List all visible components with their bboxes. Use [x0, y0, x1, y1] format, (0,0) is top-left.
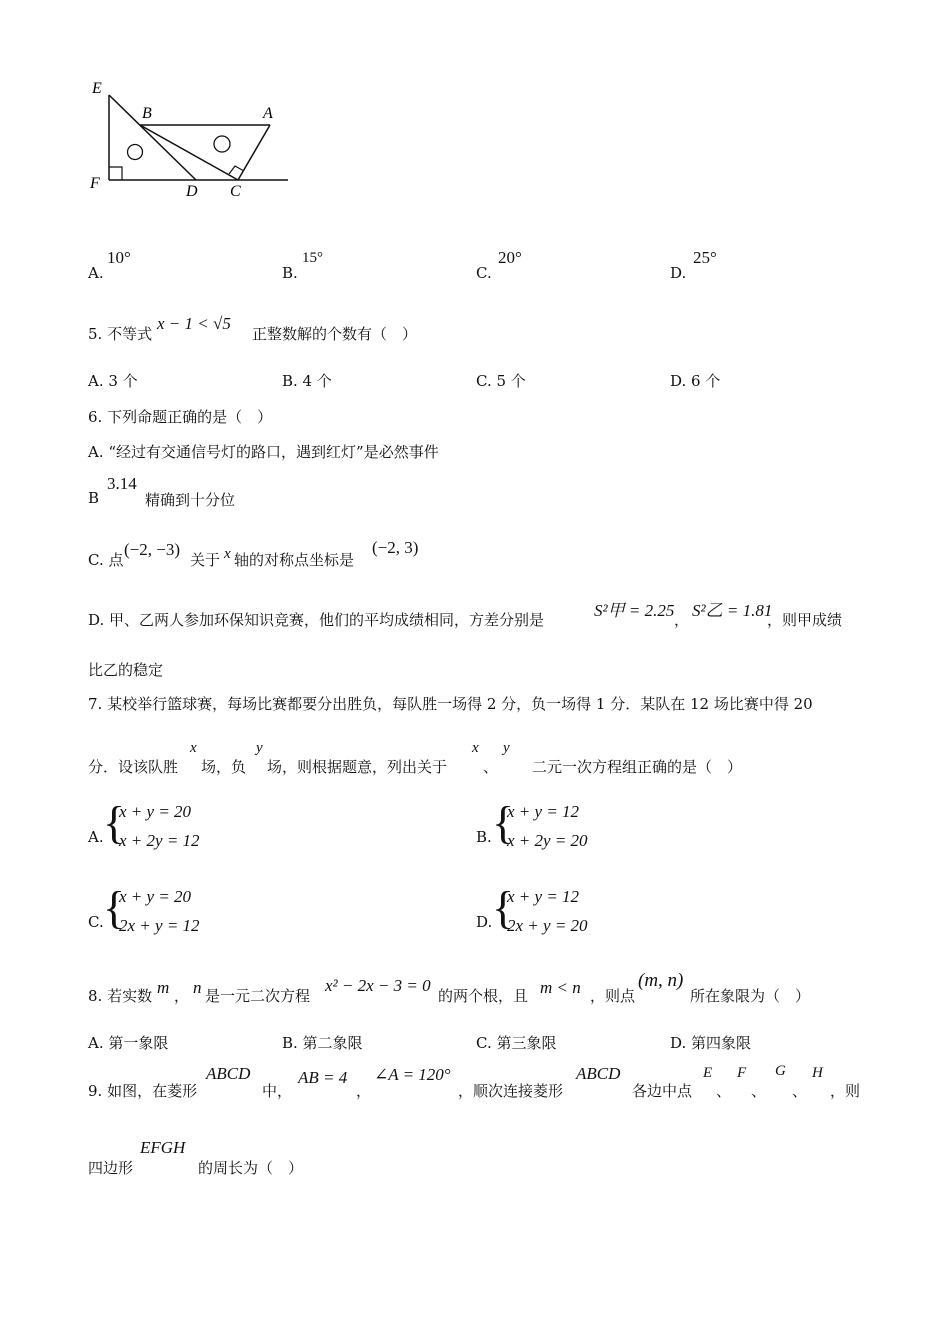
q9-rhombus-abcd-2: ABCD: [576, 1064, 621, 1083]
q4-option-a-value: 10°: [107, 248, 131, 267]
q9-sep2: 、: [751, 1082, 767, 1100]
q9-comma: ，: [356, 1082, 372, 1100]
label-A: A: [263, 105, 273, 122]
q4-option-d-value: 25°: [693, 248, 717, 267]
circle-left: [128, 145, 143, 160]
q7-option-c-brace: {: [103, 882, 126, 933]
q7-option-a-letter: A.: [88, 828, 104, 846]
q4-option-b-value: 15°: [302, 250, 323, 266]
q8-prefix: 8. 若实数: [88, 987, 153, 1005]
q7-option-b-letter: B.: [476, 828, 492, 846]
q8-var-n: n: [193, 978, 202, 997]
q5-prefix: 5. 不等式: [88, 325, 153, 343]
q6-option-b-letter: B: [88, 489, 100, 507]
q6-option-d-tail: ，则甲成绩: [767, 611, 843, 629]
q6-option-b-text: 精确到十分位: [145, 491, 236, 509]
q6-option-c-mid2: 轴的对称点坐标是: [234, 551, 355, 569]
q6-option-d-variance-jia: S²甲 = 2.25: [594, 601, 675, 620]
triangle-figure: [80, 70, 310, 205]
q7-option-c-letter: C.: [88, 913, 104, 931]
q9-point-E: E: [703, 1065, 713, 1081]
q9-point-G: G: [775, 1063, 786, 1079]
label-B: B: [142, 105, 152, 122]
q5-option-d: D. 6 个: [670, 372, 721, 390]
q9-text-b: 中，: [262, 1082, 293, 1100]
q9-text-e: 各边中点: [632, 1082, 693, 1100]
label-F: F: [90, 175, 100, 192]
q7-option-a-eq1: x + y = 20: [119, 802, 192, 821]
q7-option-d-brace: {: [492, 882, 515, 933]
q7-var-y2: y: [503, 740, 510, 756]
q7-option-d-eq1: x + y = 12: [507, 887, 580, 906]
q9-sep3: 、: [792, 1082, 808, 1100]
q4-option-d-letter: D.: [670, 264, 687, 282]
q8-var-m: m: [157, 978, 170, 997]
q8-option-b: B. 第二象限: [282, 1034, 363, 1052]
q8-comma: ，: [174, 987, 190, 1005]
line-AC: [238, 125, 270, 180]
q7-var-x: x: [190, 740, 197, 756]
q9-text-d: ，顺次连接菱形: [458, 1082, 564, 1100]
q8-option-a: A. 第一象限: [88, 1034, 169, 1052]
q9-point-H: H: [812, 1065, 823, 1081]
label-E: E: [92, 80, 102, 97]
q9-angle: ∠A = 120°: [374, 1065, 451, 1084]
q5-option-b: B. 4 个: [282, 372, 332, 390]
q5-suffix: 正整数解的个数有（ ）: [252, 325, 418, 343]
q5-option-a: A. 3 个: [88, 372, 138, 390]
q8-text-f: 所在象限为（ ）: [690, 987, 811, 1005]
q6-option-d-comma: ，: [674, 611, 690, 629]
q9-text-f: ，则: [830, 1082, 861, 1100]
q7-var-y: y: [256, 740, 263, 756]
q8-option-d: D. 第四象限: [670, 1034, 752, 1052]
circle-right: [214, 136, 230, 152]
q6-option-c-point: (−2, −3): [124, 540, 180, 559]
q5-option-c: C. 5 个: [476, 372, 526, 390]
q7-option-a-eq2: x + 2y = 12: [119, 831, 200, 850]
q7-line2-e: 二元一次方程组正确的是（ ）: [532, 758, 743, 776]
label-D: D: [186, 183, 198, 200]
q7-option-c-eq2: 2x + y = 12: [119, 916, 200, 935]
q6-option-c-prefix: C. 点: [88, 551, 124, 569]
q4-option-a-letter: A.: [88, 264, 104, 282]
q7-line2-a: 分．设该队胜: [88, 758, 179, 776]
right-angle-F: [109, 167, 122, 180]
q8-text-e: ，则点: [590, 987, 636, 1005]
q8-equation: x² − 2x − 3 = 0: [325, 976, 431, 995]
q7-option-b-eq2: x + 2y = 20: [507, 831, 588, 850]
q7-line2-b: 场，负: [201, 758, 247, 776]
q6-option-c-result: (−2, 3): [372, 538, 419, 557]
q8-text-c: 是一元二次方程: [205, 987, 311, 1005]
q4-option-c-value: 20°: [498, 248, 522, 267]
q6-option-c-mid: 关于: [190, 551, 221, 569]
q8-option-c: C. 第三象限: [476, 1034, 557, 1052]
q8-point: (m, n): [638, 970, 684, 991]
q9-prefix: 9. 如图，在菱形: [88, 1082, 198, 1100]
q7-line2-c: 场，则根据题意，列出关于: [267, 758, 448, 776]
q8-inequality: m < n: [540, 978, 581, 997]
q4-option-c-letter: C.: [476, 264, 492, 282]
q5-formula: x − 1 < √5: [157, 314, 231, 333]
q7-line1: 7. 某校举行篮球赛，每场比赛都要分出胜负，每队胜一场得 2 分，负一场得 1 分．某队在 12 场比赛中得 20: [88, 695, 813, 713]
q7-option-c-eq1: x + y = 20: [119, 887, 192, 906]
label-C: C: [230, 183, 241, 200]
q9-ab-length: AB = 4: [298, 1068, 348, 1087]
q8-text-d: 的两个根，且: [438, 987, 529, 1005]
q7-option-d-letter: D.: [476, 913, 493, 931]
q7-option-b-eq1: x + y = 12: [507, 802, 580, 821]
q7-option-d-eq2: 2x + y = 20: [507, 916, 588, 935]
q6-option-d-text: D. 甲、乙两人参加环保知识竞赛，他们的平均成绩相同，方差分别是: [88, 611, 545, 629]
q9-line2-suffix: 的周长为（ ）: [198, 1159, 304, 1177]
q7-option-a-brace: {: [103, 797, 126, 848]
q6-option-a: A. “经过有交通信号灯的路口，遇到红灯”是必然事件: [88, 443, 439, 461]
q9-sep1: 、: [716, 1082, 732, 1100]
q4-option-b-letter: B.: [282, 264, 298, 282]
q6-option-c-var: x: [224, 546, 231, 562]
q7-line2-d: 、: [483, 758, 499, 776]
q9-quad-efgh: EFGH: [140, 1138, 186, 1157]
q6-option-d-variance-yi: S²乙 = 1.81: [692, 601, 773, 620]
q9-line2-prefix: 四边形: [88, 1159, 134, 1177]
q6-option-d-line2: 比乙的稳定: [88, 661, 164, 679]
q6-option-b-value: 3.14: [107, 474, 137, 493]
q9-rhombus-abcd: ABCD: [206, 1064, 251, 1083]
q7-option-b-brace: {: [492, 797, 515, 848]
q7-var-x2: x: [472, 740, 479, 756]
q9-point-F: F: [737, 1065, 747, 1081]
q6-stem: 6. 下列命题正确的是（ ）: [88, 408, 273, 426]
